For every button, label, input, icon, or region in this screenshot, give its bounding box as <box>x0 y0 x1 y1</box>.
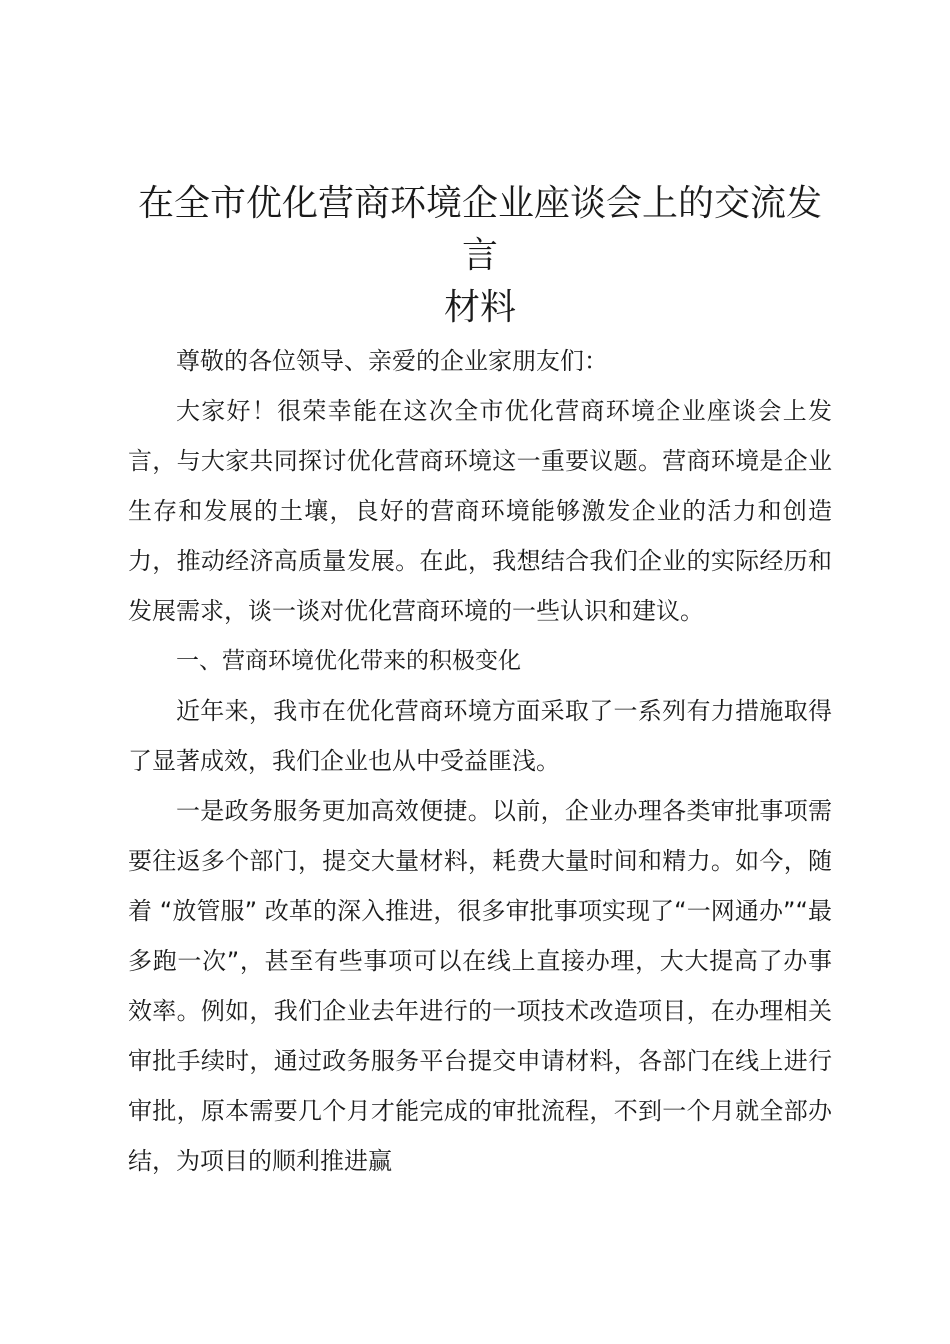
section-heading: 一、营商环境优化带来的积极变化 <box>176 648 521 674</box>
point-one-paragraph: 一是政务服务更加高效便捷。以前，企业办理各类审批事项需要往返多个部门，提交大量材料，耗费大量时间和精力。如今，随着 “放管服” 改革的深入推进，很多审批事项实现了“一网通办”“最多跑一次”，甚至有些事项可以在线上直接办理，大大提高了办事效率。例如，我们企业去年进行的一项技术改造项目，在办理相关审批手续时，通过政务服务平台提交申请材料，各部门在线上进行审批，原本需要几个月才能完成的审批流程，不到一个月就全部办结，为项目的顺利推进赢 <box>128 797 832 1175</box>
title-line-2: 材料 <box>443 287 516 328</box>
document-page <box>128 178 832 1186</box>
intro-paragraph: 大家好！很荣幸能在这次全市优化营商环境企业座谈会上发言，与大家共同探讨优化营商环境这一重要议题。营商环境是企业生存和发展的土壤，良好的营商环境能够激发企业的活力和创造力，推动经济高质量发展。在此，我想结合我们企业的实际经历和发展需求，谈一谈对优化营商环境的一些认识和建议。 <box>128 397 832 625</box>
salutation: 尊敬的各位领导、亲爱的企业家朋友们： <box>176 347 608 375</box>
document-title <box>128 178 832 334</box>
section-intro-paragraph: 近年来，我市在优化营商环境方面采取了一系列有力措施取得了显著成效，我们企业也从中受益匪浅。 <box>128 697 832 775</box>
title-line-1: 在全市优化营商环境企业座谈会上的交流发言 <box>137 183 822 276</box>
